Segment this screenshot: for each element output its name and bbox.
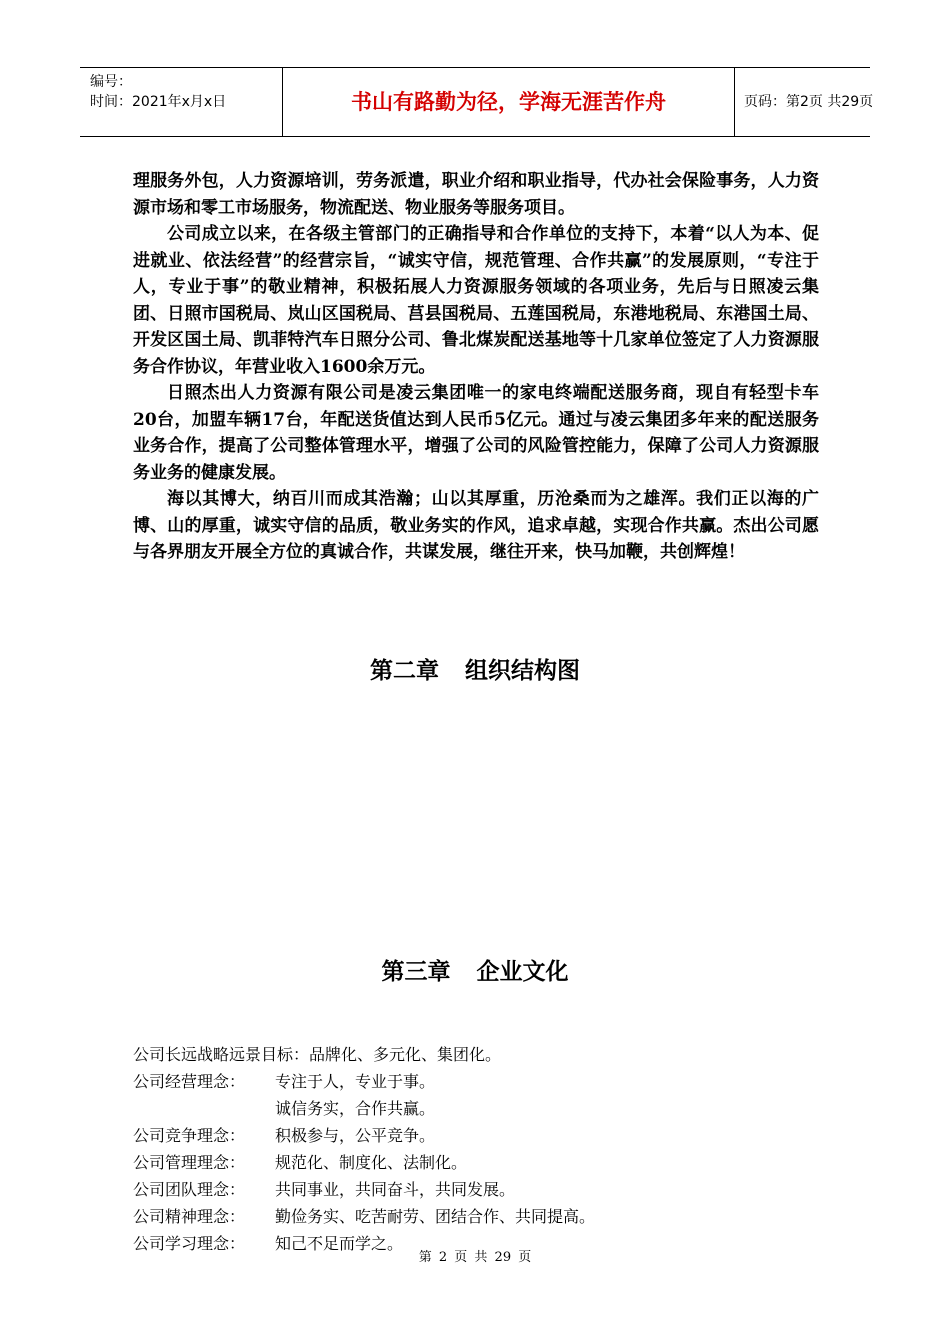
culture-label — [133, 1095, 275, 1122]
company-introduction — [133, 168, 819, 566]
chapter-number: 第二章 — [370, 658, 439, 684]
culture-value: 诚信务实，合作共赢。 — [275, 1099, 436, 1118]
chapter-3-heading — [0, 953, 950, 986]
culture-row — [133, 1203, 819, 1230]
chapter-2-heading — [0, 652, 950, 685]
culture-label: 公司团队理念： — [133, 1180, 246, 1199]
paragraph: 日照杰出人力资源有限公司是凌云集团唯一的家电终端配送服务商，现自有轻型卡车20台，加盟车辆17台，年配送货值达到人民币5亿元。通过与凌云集团多年来的配送服务业务合作，提高了公司整体管理水平，增强了公司的风险管控能力，保障了公司人力资源服务业务的健康发展。 — [133, 383, 819, 483]
culture-value: 专注于人，专业于事。 — [275, 1072, 436, 1091]
paragraph: 理服务外包，人力资源培训，劳务派遣，职业介绍和职业指导，代办社会保险事务，人力资源市场和零工市场服务，物流配送、物业服务等服务项目。 — [133, 171, 819, 218]
culture-label: 公司精神理念： — [133, 1207, 246, 1226]
culture-label: 公司学习理念： — [133, 1234, 246, 1253]
chapter-title: 企业文化 — [476, 959, 569, 985]
vision-statement: 公司长远战略远景目标：品牌化、多元化、集团化。 — [133, 1045, 502, 1064]
chapter-number: 第三章 — [381, 959, 451, 985]
page-footer: 第 2 页 共 29 页 — [418, 1250, 532, 1265]
culture-row — [133, 1149, 819, 1176]
header-motto: 书山有路勤为径，学海无涯苦作舟 — [283, 68, 735, 136]
culture-value: 积极参与，公平竞争。 — [275, 1126, 436, 1145]
document-number-label: 编号： — [90, 74, 132, 90]
culture-label: 公司管理理念： — [133, 1153, 246, 1172]
chapter-title: 组织结构图 — [465, 658, 580, 684]
paragraph: 海以其博大，纳百川而成其浩瀚；山以其厚重，历沧桑而为之雄浑。我们正以海的广博、山的厚重，诚实守信的品质，敬业务实的作风，追求卓越，实现合作共赢。杰出公司愿与各界朋友开展全方位的真诚合作，共谋发展，继往开来，快马加鞭，共创辉煌！ — [133, 489, 819, 562]
culture-label: 公司竞争理念： — [133, 1126, 246, 1145]
header-page-info: 页码：第2页 共29页 — [744, 94, 874, 110]
culture-row — [133, 1068, 819, 1095]
page-header — [80, 67, 874, 137]
culture-label: 公司经营理念： — [133, 1072, 246, 1091]
header-meta — [80, 68, 283, 136]
culture-value: 勤俭务实、吃苦耐劳、团结合作、共同提高。 — [275, 1207, 596, 1226]
culture-value: 共同事业，共同奋斗，共同发展。 — [275, 1180, 516, 1199]
culture-value: 规范化、制度化、法制化。 — [275, 1153, 468, 1172]
culture-row — [133, 1122, 819, 1149]
document-time: 时间：2021年x月x日 — [90, 94, 227, 110]
corporate-culture-list — [133, 1041, 819, 1257]
culture-row — [133, 1176, 819, 1203]
culture-value: 知己不足而学之。 — [275, 1234, 404, 1253]
paragraph: 公司成立以来，在各级主管部门的正确指导和合作单位的支持下，本着“以人为本、促进就业、依法经营”的经营宗旨，“诚实守信，规范管理、合作共赢”的发展原则，“专注于人，专业于事”的敬业精神，积极拓展人力资源服务领域的各项业务，先后与日照凌云集团、日照市国税局、岚山区国税局、莒县国税局、五莲国税局，东港地税局、东港国土局、开发区国土局、凯菲特汽车日照分公司、鲁北煤炭配送基地等十几家单位签定了人力资源服务合作协议，年营业收入1600余万元。 — [133, 224, 819, 377]
culture-row — [133, 1095, 819, 1122]
